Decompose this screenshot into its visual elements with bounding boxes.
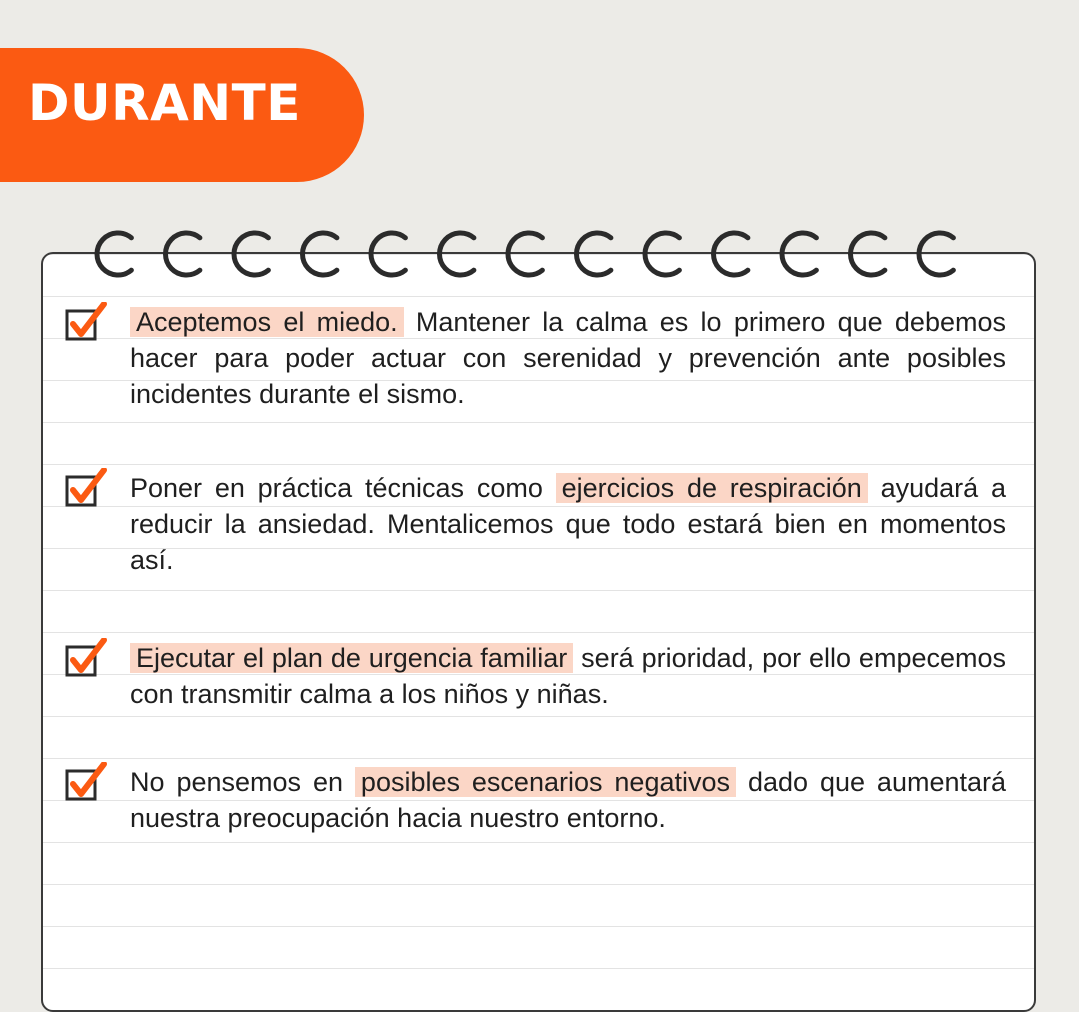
item-highlight: posibles escenarios negativos bbox=[355, 767, 736, 797]
spiral-ring bbox=[714, 233, 748, 275]
checked-box-icon bbox=[64, 468, 108, 508]
item-highlight: Ejecutar el plan de urgencia familiar bbox=[130, 643, 573, 673]
spiral-ring bbox=[577, 233, 611, 275]
item-highlight: Aceptemos el miedo. bbox=[130, 307, 404, 337]
item-text bbox=[130, 640, 1006, 712]
spiral-ring bbox=[97, 233, 131, 275]
item-before: No pensemos en bbox=[130, 767, 355, 797]
item-text bbox=[130, 304, 1006, 412]
item-rest: ayudará a reducir la ansiedad. Mentalicemos que todo estará bien en momentos así. bbox=[130, 473, 1006, 575]
spiral-ring bbox=[371, 233, 405, 275]
checked-box-icon bbox=[64, 302, 108, 342]
item-before: Poner en práctica técnicas como bbox=[130, 473, 556, 503]
spiral-ring bbox=[440, 233, 474, 275]
spiral-ring bbox=[166, 233, 200, 275]
item-rest: será prioridad, por ello empecemos con transmitir calma a los niños y niñas. bbox=[130, 643, 1006, 709]
spiral-ring bbox=[302, 233, 336, 275]
spiral-binding bbox=[0, 218, 1079, 288]
item-highlight: ejercicios de respiración bbox=[556, 473, 868, 503]
spiral-ring bbox=[234, 233, 268, 275]
page-title: DURANTE bbox=[28, 74, 301, 132]
item-text bbox=[130, 470, 1006, 578]
spiral-ring bbox=[508, 233, 542, 275]
spiral-ring bbox=[851, 233, 885, 275]
item-rest: Mantener la calma es lo primero que debemos hacer para poder actuar con serenidad y prevención ante posibles incidentes durante el sismo. bbox=[130, 307, 1006, 409]
checked-box-icon bbox=[64, 638, 108, 678]
spiral-ring bbox=[919, 233, 953, 275]
checked-box-icon bbox=[64, 762, 108, 802]
spiral-ring bbox=[645, 233, 679, 275]
item-text bbox=[130, 764, 1006, 836]
item-rest: dado que aumentará nuestra preocupación hacia nuestro entorno. bbox=[130, 767, 1007, 833]
spiral-ring bbox=[782, 233, 816, 275]
